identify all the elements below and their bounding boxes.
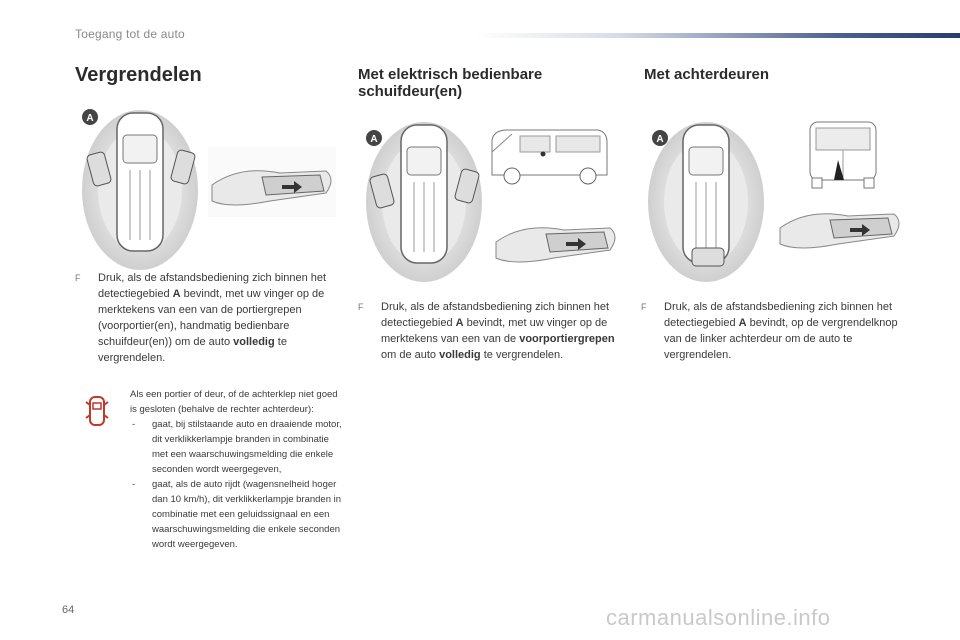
instruction-text-part: bevindt, met uw vinger op de merktekens van een van de [381, 317, 608, 345]
page-header-title: Toegang tot de auto [75, 27, 185, 41]
section-title-sliding-door: Met elektrisch bedienbare schuifdeur(en) [358, 66, 543, 100]
instruction-text-part: bevindt, op de vergrendelknop van de linker achterdeur om de auto te vergrendelen. [664, 317, 898, 361]
instruction-text-part: te vergrendelen. [480, 349, 564, 361]
instruction-text-bold: voorportiergrepen [519, 333, 615, 345]
warning-note-intro: Als een portier of deur, of de achterklep niet goed is gesloten (behalve de rechter achterdeur): [130, 389, 338, 415]
note-dash: - [132, 479, 136, 490]
hand-on-handle-icon [208, 147, 336, 217]
instruction-text-part: bevindt, met uw vinger op de merktekens van een van de portiergrepen (voorportier(en), handmatig bedienbare schuifdeur(en)) om de auto [98, 288, 325, 348]
warning-note-item-text: gaat, als de auto rijdt (wagensnelheid hoger dan 10 km/h), dit verklikkerlampje branden in combinatie met een geluidssignaal en een waarschuwingsmelding die enkele seconden wordt weergegeven. [152, 479, 342, 550]
warning-note-item-text: gaat, bij stilstaande auto en draaiende motor, dit verklikkerlampje branden in combinatie met een waarschuwingsmelding die enkele seconden wordt weergegeven, [152, 419, 342, 475]
instruction-text [98, 270, 348, 366]
warning-note-item [130, 417, 345, 477]
section-title-vergrendelen: Vergrendelen [75, 64, 202, 86]
instruction-vergrendelen [75, 270, 345, 370]
instruction-text-bold: volledig [439, 349, 481, 361]
warning-note-item [130, 477, 345, 552]
instruction-text-bold: A [172, 288, 181, 300]
detection-zone-illustration-front [80, 105, 342, 270]
instruction-text-part: om de auto [381, 349, 440, 361]
bullet-marker: F [358, 302, 364, 312]
instruction-text-bold: A [455, 317, 464, 329]
zone-a-marker-label: A [656, 134, 664, 145]
instruction-text-part: Druk, als de afstandsbediening zich binnen het detectiegebied [664, 301, 893, 329]
instruction-text [381, 299, 621, 363]
bullet-marker: F [641, 302, 647, 312]
van-side-view-icon [492, 130, 607, 184]
watermark: carmanualsonline.info [606, 605, 831, 630]
zone-a-marker-label: A [86, 113, 94, 124]
instruction-text [664, 299, 899, 363]
detection-zone-illustration-rear [648, 120, 910, 285]
instruction-text-part: te vergrendelen. [98, 336, 287, 364]
hand-on-handle-icon [496, 228, 615, 262]
instruction-text-part: Druk, als de afstandsbediening zich binnen het detectiegebied [98, 272, 327, 300]
detection-zone-illustration-sliding [362, 120, 624, 285]
page-number: 64 [62, 604, 75, 616]
bullet-marker: F [75, 273, 81, 283]
section-title-rear-doors: Met achterdeuren [644, 66, 770, 83]
zone-a-marker-label: A [370, 134, 378, 145]
header-gradient-bar [475, 33, 960, 38]
key-fob-rear [692, 248, 724, 266]
hand-on-handle-icon [780, 214, 899, 248]
van-rear-view-icon [810, 122, 876, 188]
instruction-sliding-door [358, 299, 628, 379]
instruction-text-bold: volledig [233, 336, 275, 348]
instruction-text-part: Druk, als de afstandsbediening zich binnen het detectiegebied [381, 301, 610, 329]
door-open-warning-icon [85, 393, 109, 429]
instruction-rear-doors [641, 299, 911, 379]
note-dash: - [132, 419, 136, 430]
warning-note [130, 387, 345, 552]
instruction-text-bold: A [738, 317, 747, 329]
